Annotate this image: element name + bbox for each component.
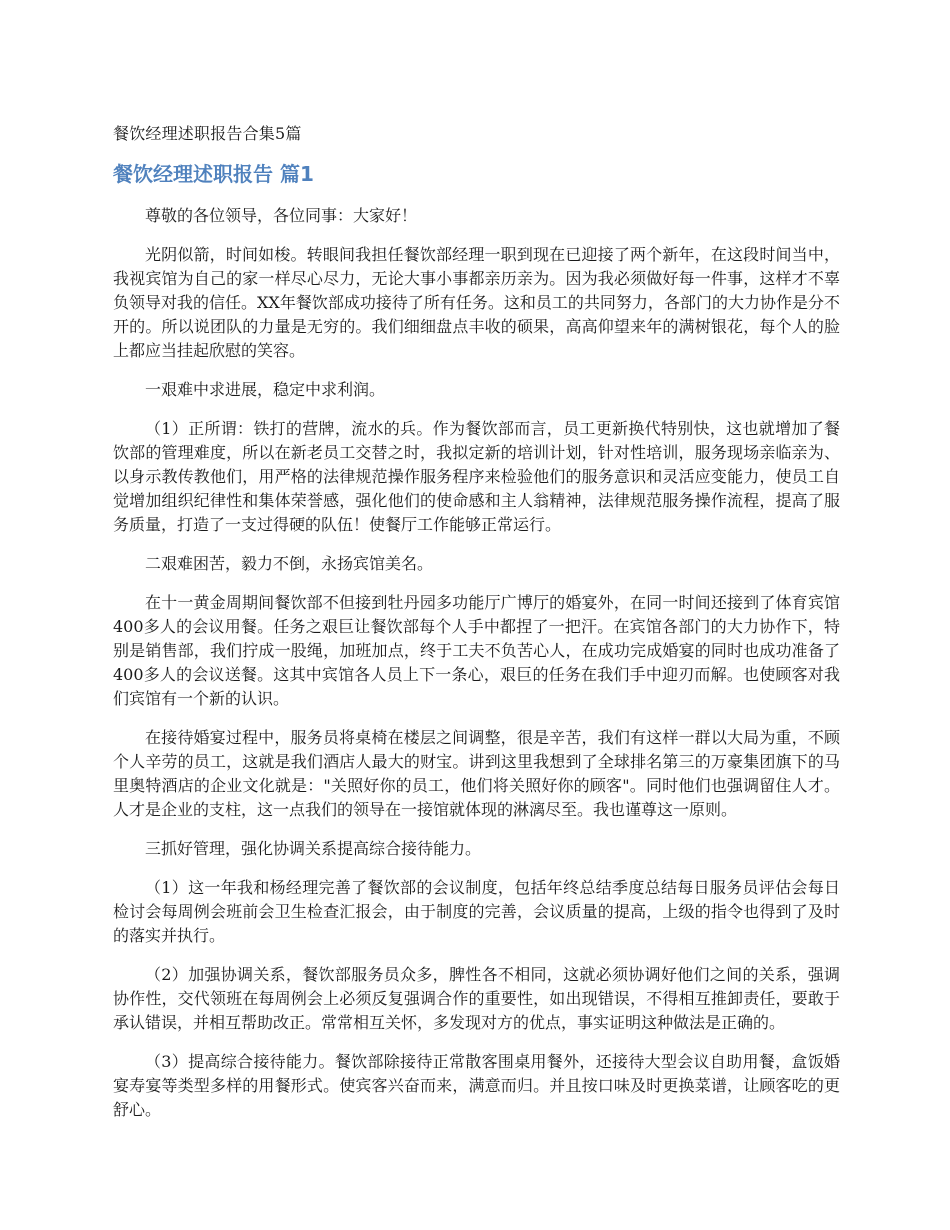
body-paragraph: （1）正所谓：铁打的营牌，流水的兵。作为餐饮部而言，员工更新换代特别快，这也就增加了餐饮部的管理难度，所以在新老员工交替之时，我拟定新的培训计划，针对性培训，服务现场亲临亲为、以身示教传教他们，用严格的法律规范操作服务程序来检验他们的服务意识和灵活应变能力，使员工自觉增加组织纪律性和集体荣誉感，强化他们的使命感和主人翁精神，法律规范服务操作流程，提高了服务质量，打造了一支过得硬的队伍！使餐厅工作能够正常运行。 [113, 419, 840, 534]
subheading-paragraph: 三抓好管理，强化协调关系提高综合接待能力。 [145, 839, 482, 858]
document-page [113, 122, 840, 1137]
body-paragraph: （2）加强协调关系，餐饮部服务员众多，脾性各不相同，这就必须协调好他们之间的关系，强调协作性，交代领班在每周例会上必须反复强调合作的重要性，如出现错误，不得相互推卸责任，要敢于承认错误，并相互帮助改正。常常相互关怀，多发现对方的优点，事实证明这种做法是正确的。 [113, 965, 840, 1032]
subheading-paragraph: 二艰难困苦，毅力不倒，永扬宾馆美名。 [145, 554, 434, 573]
body-paragraph: （1）这一年我和杨经理完善了餐饮部的会议制度，包括年终总结季度总结每日服务员评估会每日检讨会每周例会班前会卫生检查汇报会，由于制度的完善，会议质量的提高，上级的指令也得到了及时的落实并执行。 [113, 878, 840, 945]
greeting-paragraph: 尊敬的各位领导，各位同事：大家好！ [145, 206, 418, 225]
subheading-paragraph: 一艰难中求进展，稳定中求利润。 [145, 380, 386, 399]
body-paragraph: （3）提高综合接待能力。餐饮部除接待正常散客围桌用餐外，还接待大型会议自助用餐，盒饭婚宴寿宴等类型多样的用餐形式。使宾客兴奋而来，满意而归。并且按口味及时更换菜谱，让顾客吃的更舒心。 [113, 1052, 840, 1119]
section-heading: 餐饮经理述职报告 篇1 [113, 162, 314, 186]
body-paragraph: 在接待婚宴过程中，服务员将桌椅在楼层之间调整，很是辛苦，我们有这样一群以大局为重，不顾个人辛劳的员工，这就是我们酒店人最大的财宝。讲到这里我想到了全球排名第三的万豪集团旗下的马里奥特酒店的企业文化就是："关照好你的员工，他们将关照好你的顾客"。同时他们也强调留住人才。人才是企业的支柱，这一点我们的领导在一接馆就体现的淋漓尽至。我也谨尊这一原则。 [113, 728, 840, 819]
document-title: 餐饮经理述职报告合集5篇 [113, 124, 302, 143]
body-paragraph: 光阴似箭，时间如梭。转眼间我担任餐饮部经理一职到现在已迎接了两个新年，在这段时间当中，我视宾馆为自己的家一样尽心尽力，无论大事小事都亲历亲为。因为我必须做好每一件事，这样才不辜负领导对我的信任。XX年餐饮部成功接待了所有任务。这和员工的共同努力，各部门的大力协作是分不开的。所以说团队的力量是无穷的。我们细细盘点丰收的硕果，高高仰望来年的满树银花，每个人的脸上都应当挂起欣慰的笑容。 [113, 245, 840, 360]
body-paragraph: 在十一黄金周期间餐饮部不但接到牡丹园多功能厅广博厅的婚宴外，在同一时间还接到了体育宾馆400多人的会议用餐。任务之艰巨让餐饮部每个人手中都捏了一把汗。在宾馆各部门的大力协作下，特别是销售部，我们拧成一股绳，加班加点，终于工夫不负苦心人，在成功完成婚宴的同时也成功准备了400多人的会议送餐。这其中宾馆各人员上下一条心，艰巨的任务在我们手中迎刃而解。也使顾客对我们宾馆有一个新的认识。 [113, 593, 840, 708]
